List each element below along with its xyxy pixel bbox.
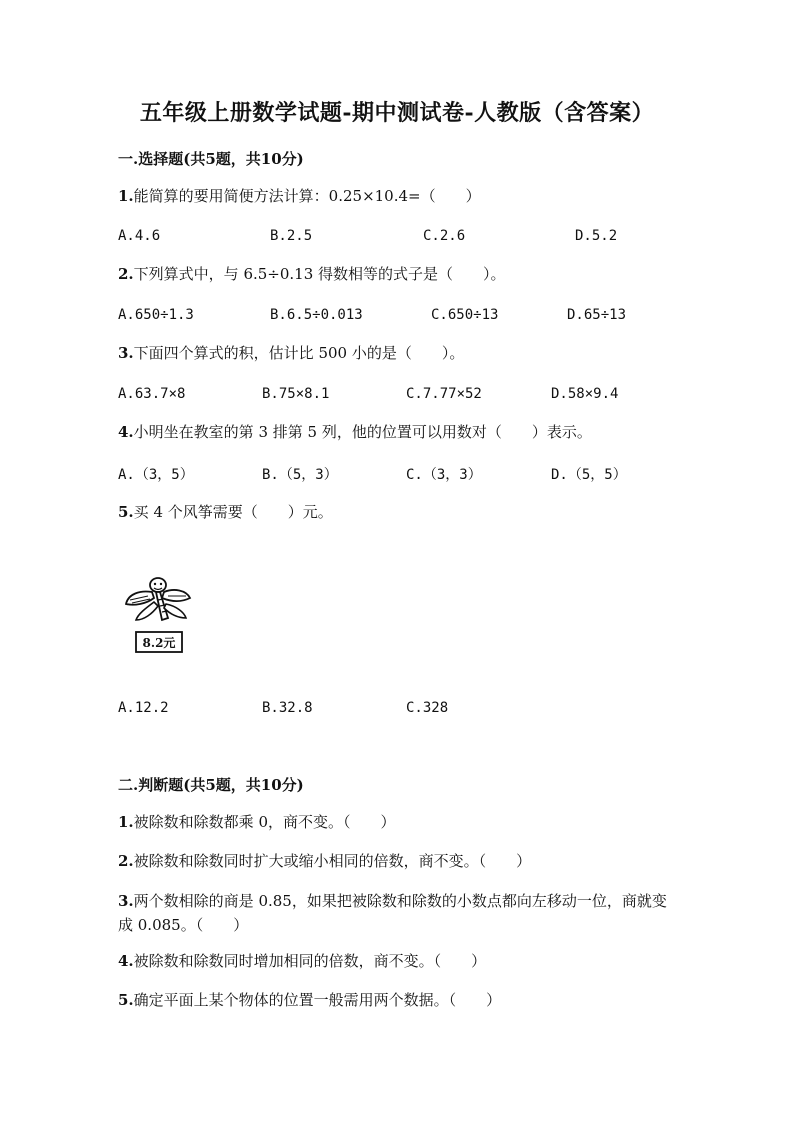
option-c: C.650÷13 — [431, 307, 499, 323]
question-number: 2. — [118, 265, 134, 283]
question-judge-1 — [118, 810, 396, 834]
option-b: B.75×8.1 — [262, 386, 330, 402]
section-heading-choice: 一.选择题(共5题，共10分) — [118, 150, 304, 168]
price-tag-label: 8.2元 — [142, 636, 176, 650]
option-d: D.（5，5） — [551, 467, 627, 483]
kite-figure — [122, 574, 194, 658]
option-b: B.32.8 — [262, 700, 313, 716]
kite-icon — [122, 574, 194, 658]
question-text: 被除数和除数都乘 0，商不变。（ ） — [133, 813, 396, 831]
question-text: 下面四个算式的积，估计比 500 小的是（ ）。 — [133, 344, 465, 362]
question-number: 3. — [118, 892, 134, 910]
option-a: A.4.6 — [118, 228, 161, 244]
page-title: 五年级上册数学试题-期中测试卷-人教版（含答案） — [139, 100, 655, 126]
question-number: 4. — [118, 952, 134, 970]
option-d: D.58×9.4 — [551, 386, 619, 402]
question-text: 两个数相除的商是 0.85，如果把被除数和除数的小数点都向左移动一位，商就变成 0.085。（ ） — [118, 892, 667, 934]
option-d: D.65÷13 — [567, 307, 627, 323]
question-number: 1. — [118, 813, 134, 831]
question-number: 5. — [118, 991, 134, 1009]
question-choice-1 — [118, 184, 481, 208]
question-number: 5. — [118, 503, 134, 521]
question-judge-3 — [118, 889, 678, 937]
option-a: A.650÷1.3 — [118, 307, 194, 323]
question-text: 能简算的要用简便方法计算：0.25×10.4=（ ） — [133, 187, 481, 205]
question-text: 被除数和除数同时增加相同的倍数，商不变。（ ） — [133, 952, 487, 970]
option-a: A.（3，5） — [118, 467, 194, 483]
option-b: B.6.5÷0.013 — [270, 307, 363, 323]
question-choice-3 — [118, 341, 464, 365]
question-text: 被除数和除数同时扩大或缩小相同的倍数，商不变。（ ） — [133, 852, 532, 870]
question-judge-2 — [118, 849, 531, 873]
option-a: A.63.7×8 — [118, 386, 186, 402]
option-c: C.2.6 — [423, 228, 466, 244]
question-number: 4. — [118, 423, 134, 441]
question-choice-2 — [118, 262, 506, 286]
question-number: 3. — [118, 344, 134, 362]
question-judge-5 — [118, 988, 501, 1012]
question-choice-4 — [118, 420, 592, 444]
question-choice-5 — [118, 500, 333, 524]
section-heading-judgement: 二.判断题(共5题，共10分) — [118, 776, 304, 794]
option-c: C.（3，3） — [406, 467, 482, 483]
option-b: B.（5，3） — [262, 467, 338, 483]
question-text: 买 4 个风筝需要（ ）元。 — [133, 503, 333, 521]
question-text: 确定平面上某个物体的位置一般需用两个数据。（ ） — [133, 991, 502, 1009]
question-judge-4 — [118, 949, 486, 973]
question-number: 2. — [118, 852, 134, 870]
question-number: 1. — [118, 187, 134, 205]
option-c: C.7.77×52 — [406, 386, 482, 402]
option-c: C.328 — [406, 700, 449, 716]
option-b: B.2.5 — [270, 228, 313, 244]
question-text: 小明坐在教室的第 3 排第 5 列，他的位置可以用数对（ ）表示。 — [133, 423, 592, 441]
option-d: D.5.2 — [575, 228, 618, 244]
question-text: 下列算式中，与 6.5÷0.13 得数相等的式子是（ ）。 — [133, 265, 506, 283]
option-a: A.12.2 — [118, 700, 169, 716]
